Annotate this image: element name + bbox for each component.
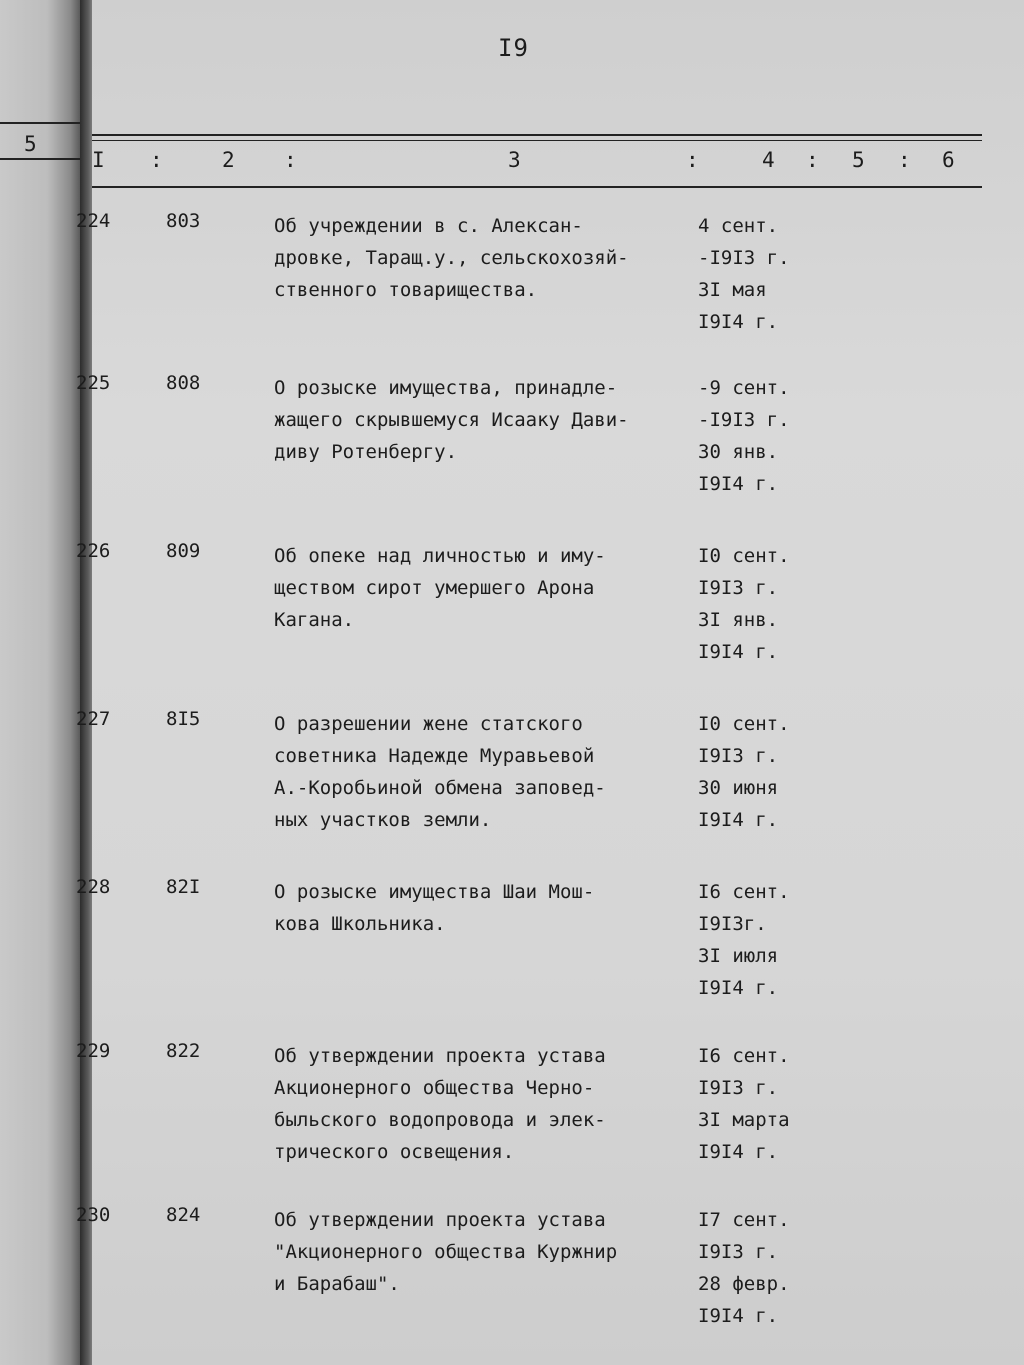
header-bottom-rule	[92, 186, 982, 188]
entry-reference: 824	[166, 1204, 201, 1226]
entry-number: 228	[76, 876, 111, 898]
entry-number: 225	[76, 372, 111, 394]
column-separator: :	[284, 148, 297, 172]
entry-reference: 8I5	[166, 708, 201, 730]
facing-page-rule-lower	[0, 158, 82, 160]
entry-description: О разрешении жене статского советника Надежде Муравьевой А.-Коробьиной обмена заповед- ных участков земли.	[274, 713, 606, 831]
entry-dates: 4 сент. -I9I3 г. ЗI мая I9I4 г.	[698, 215, 790, 333]
column-header-4: 4	[762, 148, 775, 172]
header-top-rule-2	[92, 140, 982, 141]
entry-number: 224	[76, 210, 111, 232]
facing-page-edge	[0, 0, 86, 1365]
entry-dates: I6 сент. I9I3 г. ЗI марта I9I4 г.	[698, 1045, 790, 1163]
entry-reference: 808	[166, 372, 201, 394]
entry-description: О розыске имущества Шаи Мош- кова Школьника.	[274, 881, 595, 935]
page-number: I9	[498, 34, 529, 62]
entry-description: Об опеке над личностью и иму- ществом сирот умершего Арона Кагана.	[274, 545, 606, 631]
column-separator: :	[150, 148, 163, 172]
entry-description: Об учреждении в с. Алексан- дровке, Таращ.у., сельскохозяй- ственного товарищества.	[274, 215, 629, 301]
entry-dates: I7 сент. I9I3 г. 28 февр. I9I4 г.	[698, 1209, 790, 1327]
column-header-3: 3	[508, 148, 521, 172]
entry-number: 229	[76, 1040, 111, 1062]
entry-dates: I0 сент. I9I3 г. 30 июня I9I4 г.	[698, 713, 790, 831]
column-separator: :	[898, 148, 911, 172]
entry-reference: 809	[166, 540, 201, 562]
facing-page-column-number: 5	[24, 132, 37, 156]
entry-dates: -9 сент. -I9I3 г. 30 янв. I9I4 г.	[698, 377, 790, 495]
entry-reference: 822	[166, 1040, 201, 1062]
entry-dates: I6 сент. I9I3г. ЗI июля I9I4 г.	[698, 881, 790, 999]
column-header-6: 6	[942, 148, 955, 172]
facing-page-rule	[0, 122, 82, 124]
entry-description: О розыске имущества, принадле- жащего скрывшемуся Исааку Дави- диву Ротенбергу.	[274, 377, 629, 463]
entry-number: 226	[76, 540, 111, 562]
entry-dates: I0 сент. I9I3 г. ЗI янв. I9I4 г.	[698, 545, 790, 663]
column-separator: :	[806, 148, 819, 172]
column-header-5: 5	[852, 148, 865, 172]
entry-reference: 803	[166, 210, 201, 232]
entry-description: Об утверждении проекта устава "Акционерного общества Куржнир и Барабаш".	[274, 1209, 618, 1295]
column-header-1: I	[92, 148, 105, 172]
header-top-rule	[92, 134, 982, 136]
entry-number: 230	[76, 1204, 111, 1226]
column-separator: :	[686, 148, 699, 172]
column-header-2: 2	[222, 148, 235, 172]
entry-description: Об утверждении проекта устава Акционерного общества Черно- быльского водопровода и элек- трического освещения.	[274, 1045, 606, 1163]
entry-reference: 82I	[166, 876, 201, 898]
entry-number: 227	[76, 708, 111, 730]
